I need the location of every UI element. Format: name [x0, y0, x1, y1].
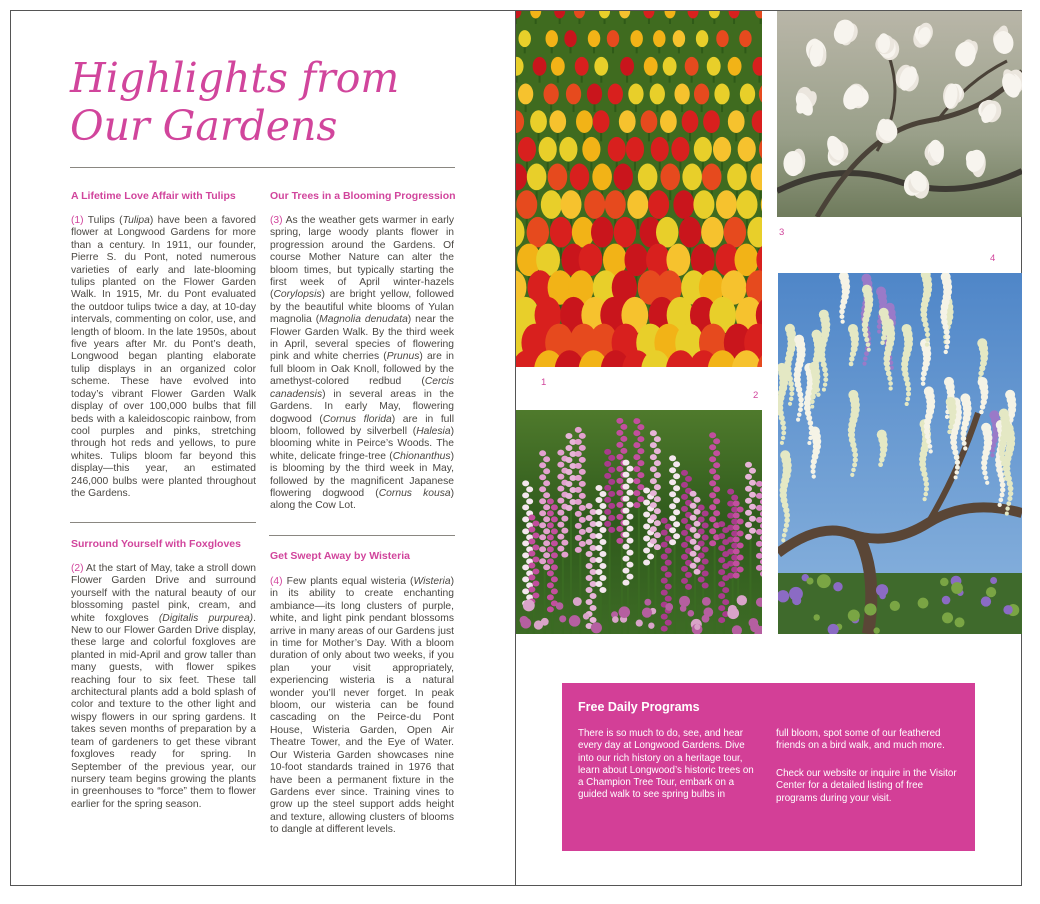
text-run: ) in its ability to create enchanting ambiance—its long clusters of purple, white, and light pink pendant blossoms arrive in many areas of our Gardens just in time for Mother’s Day. With a bloom duration of only about two weeks, if you plan your visit appropriately, experiencing wisteria is a natural wonder you’ll never forget. In peak bloom, our wisteria can be found cascading on the Peirce-du Pont House, Wisteria Garden, Open Air Theatre Tower, and the Eye of Water. Our Wisteria Garden showcases nine 10-foot standards trained in 1976 that have been a permanent fixture in the Gardens ever since. Training vines to grow up the steel support adds height and texture, allowing clusters of blooms to dangle at different levels. — [270, 576, 454, 836]
text-run: ) along the Cow Lot. — [270, 487, 455, 512]
latin-name: Tulipa — [122, 215, 150, 226]
text-run: ) are in full bloom, followed by silverbell ( — [270, 413, 454, 437]
latin-name: Cornus florida — [322, 413, 392, 425]
heading-wisteria: Get Swept Away by Wisteria — [270, 550, 410, 562]
text-run: ) is blooming by the third week in May, followed by the magnificent Japanese flowering dogwood ( — [270, 450, 454, 499]
programs-heading: Free Daily Programs — [578, 700, 700, 714]
body-wisteria — [270, 576, 454, 837]
text-run: ) are bright yellow, followed by the beautiful white blooms of Yulan magnolia ( — [270, 289, 454, 326]
latin-name: Magnolia denudata — [319, 314, 408, 326]
ref-num: (3) — [270, 215, 283, 226]
text-run: ) blooming white in Peirce’s Woods. The white, delicate fringe-tree ( — [270, 425, 454, 462]
photo-caption-1: 1 — [541, 377, 547, 388]
text-run: Few plants equal wisteria ( — [282, 576, 414, 587]
free-programs-box — [562, 683, 975, 851]
text-run: As the weather gets warmer in early spring, large woody plants flower in progression around the Gardens. Of course Mother Nature can alter the bloom times, but typically starting the first week of April winter-hazels ( — [270, 215, 454, 301]
photo-caption-2: 2 — [753, 390, 759, 401]
latin-name: (Digitalis purpurea) — [158, 612, 254, 624]
heading-tulips: A Lifetime Love Affair with Tulips — [71, 190, 236, 202]
ref-num: (2) — [71, 563, 84, 574]
magnolia-photo — [777, 11, 1022, 217]
latin-name: Halesia — [416, 425, 451, 437]
latin-name: Chionanthus — [392, 450, 451, 462]
title-divider — [70, 167, 455, 168]
text-run: At the start of May, take a stroll down Flower Garden Drive and surround yourself with the natural beauty of our blossoming pastel pink, cream, and white foxgloves — [71, 563, 256, 624]
text-run: ) in several areas in the Gardens. In early May, flowering dogwood ( — [270, 388, 454, 425]
programs-text-col1: There is so much to do, see, and hear every day at Longwood Gardens. Dive into our rich history on a heritage tour, learn about Longwood’s historic trees on a Champion Tree Tour, embark on a guided walk to see spring bulbs in — [578, 728, 754, 801]
heading-foxgloves: Surround Yourself with Foxgloves — [71, 538, 241, 550]
photo-caption-4: 4 — [990, 253, 996, 264]
foxgloves-photo — [516, 410, 762, 634]
heading-trees: Our Trees in a Blooming Progression — [270, 190, 456, 202]
body-trees — [270, 215, 454, 513]
section-divider — [269, 535, 455, 536]
text-run: ) near the Flower Garden Walk. By the third week in April, several species of flowering pink and white cherries ( — [270, 314, 454, 363]
section-divider — [70, 522, 256, 523]
photo-caption-3: 3 — [779, 227, 785, 238]
wisteria-photo — [778, 273, 1022, 634]
latin-name: Corylopsis — [273, 289, 322, 301]
ref-num: (4) — [270, 576, 283, 587]
body-foxgloves — [71, 563, 256, 811]
page-title: Highlights from Our Gardens — [70, 54, 400, 150]
latin-name: Wisteria — [413, 576, 451, 587]
tulips-photo — [516, 11, 762, 367]
latin-name: Prunus — [386, 351, 420, 363]
text-run: Tulips ( — [83, 215, 123, 226]
text-run: ) have been a favored flower at Longwood Gardens for more than a century. In 1911, our founder, Pierre S. du Pont, noted numerous varieties of early and late-blooming tulips planted on the Flower Garden Walk. In 1915, Mr. du Pont evaluated the outdoor tulips twice a day, at 10-day intervals, commenting on color, use, and length of bloom. In the late 1950s, about five years after Mr. du Pont’s death, Longwood began planting elaborate tulip displays in an organized color scheme. These have evolved into today’s vibrant Flower Garden Walk display of over 100,000 bulbs that fill beds with a kaleidoscopic rainbow, from cool purples and pinks, stretching through hot reds and yellows, to pure whites. Tulips bloom far beyond this display—this year, an estimated 246,000 bulbs were planted throughout the Gardens. — [71, 215, 256, 499]
text-run: . New to our Flower Garden Drive display, these large and colorful foxgloves are planted in mid-April and grow taller than many guests, with flower spikes reaching four to six feet. These tall architectural plants add a bold splash of color and texture to the other light and wispy flowers in our spring gardens. It takes seven months of preparation by a team of gardeners to get these vibrant foxgloves ready for spring. In September of the previous year, our nursery team begins growing the plants in greenhouses to “force” them to flower earlier for the spring season. — [71, 612, 256, 810]
text-run: ) are in full bloom in Oak Knoll, followed by the amethyst-colored redbud ( — [270, 351, 454, 388]
programs-text-col2a: full bloom, spot some of our feathered friends on a bird walk, and much more. — [776, 728, 945, 752]
latin-name: Cornus kousa — [378, 487, 451, 499]
programs-text-col2b: Check our website or inquire in the Visitor Center for a detailed listing of free programs during your visit. — [776, 768, 957, 804]
body-tulips — [71, 215, 256, 500]
latin-name: Cercis canadensis — [270, 376, 454, 400]
ref-num: (1) — [71, 215, 84, 226]
